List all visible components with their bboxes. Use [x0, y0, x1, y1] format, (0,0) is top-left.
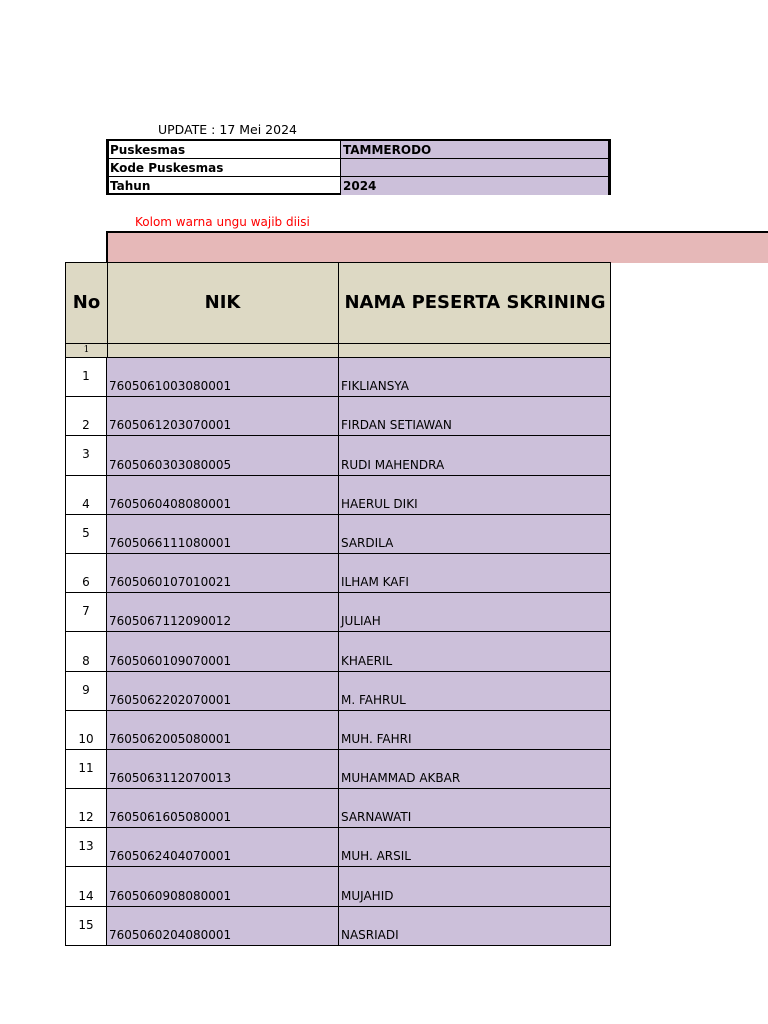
row-nik-cell[interactable] [107, 436, 339, 474]
header-no: No [66, 263, 108, 343]
table-row [65, 750, 611, 789]
row-no-cell [66, 515, 107, 553]
row-no-cell [66, 632, 107, 670]
info-row-kode [108, 159, 609, 177]
info-row-puskesmas [108, 141, 609, 159]
row-name: JULIAH [341, 614, 381, 629]
row-name: M. FAHRUL [341, 692, 406, 707]
kode-puskesmas-label: Kode Puskesmas [110, 161, 224, 175]
row-name: MUH. ARSIL [341, 849, 411, 864]
row-no-cell [66, 907, 107, 945]
row-no: 6 [82, 575, 90, 590]
row-no-cell [66, 828, 107, 866]
row-nik-cell[interactable] [107, 476, 339, 514]
row-no: 8 [82, 653, 90, 668]
row-nik: 7605060408080001 [109, 496, 232, 511]
row-nik-cell[interactable] [107, 593, 339, 631]
table-row [65, 867, 611, 906]
table-row [65, 828, 611, 867]
row-name-cell[interactable] [339, 828, 610, 866]
table-row [65, 593, 611, 632]
table-row [65, 789, 611, 828]
row-nik: 7605060107010021 [109, 575, 232, 590]
row-no: 3 [82, 447, 90, 462]
row-no: 15 [78, 917, 94, 932]
subheader-no: 1 [66, 344, 108, 357]
row-name: SARDILA [341, 535, 394, 550]
row-no: 7 [82, 604, 90, 619]
row-name-cell[interactable] [339, 515, 610, 553]
row-no-cell [66, 750, 107, 788]
row-no-cell [66, 593, 107, 631]
table-row [65, 632, 611, 671]
row-nik-cell[interactable] [107, 789, 339, 827]
row-no: 14 [78, 888, 94, 903]
row-name-cell[interactable] [339, 632, 610, 670]
row-name: MUH. FAHRI [341, 731, 412, 746]
row-no: 4 [82, 496, 90, 511]
row-name: KHAERIL [341, 653, 393, 668]
row-no-cell [66, 789, 107, 827]
tahun-value[interactable]: 2024 [340, 177, 608, 195]
row-name-cell[interactable] [339, 554, 610, 592]
row-no-cell [66, 554, 107, 592]
table-row [65, 358, 611, 397]
row-nik-cell[interactable] [107, 672, 339, 710]
row-no: 2 [82, 418, 90, 433]
puskesmas-label: Puskesmas [110, 143, 186, 157]
row-name-cell[interactable] [339, 436, 610, 474]
row-no: 9 [82, 682, 90, 697]
row-name: FIRDAN SETIAWAN [341, 418, 452, 433]
row-name-cell[interactable] [339, 476, 610, 514]
row-name-cell[interactable] [339, 750, 610, 788]
row-name: FIKLIANSYA [341, 379, 409, 394]
table-row [65, 476, 611, 515]
table-row [65, 397, 611, 436]
row-name-cell[interactable] [339, 672, 610, 710]
table-row [65, 907, 611, 946]
row-nik: 7605067112090012 [109, 614, 232, 629]
row-nik-cell[interactable] [107, 358, 339, 396]
row-no-cell [66, 711, 107, 749]
subheader-nik [107, 344, 339, 357]
row-no-cell [66, 397, 107, 435]
row-name: RUDI MAHENDRA [341, 457, 445, 472]
row-nik-cell[interactable] [107, 867, 339, 905]
info-block [106, 139, 611, 195]
row-nik: 7605063112070013 [109, 771, 232, 786]
row-nik-cell[interactable] [107, 711, 339, 749]
row-no: 5 [82, 525, 90, 540]
row-no: 11 [78, 760, 94, 775]
row-nik-cell[interactable] [107, 515, 339, 553]
row-name: MUHAMMAD AKBAR [341, 771, 461, 786]
row-name: ILHAM KAFI [341, 575, 409, 590]
row-nik: 7605061605080001 [109, 810, 232, 825]
row-name: HAERUL DIKI [341, 496, 418, 511]
row-nik-cell[interactable] [107, 907, 339, 945]
table-row [65, 711, 611, 750]
row-name-cell[interactable] [339, 789, 610, 827]
participant-table [65, 262, 611, 946]
row-name: SARNAWATI [341, 810, 412, 825]
table-row [65, 554, 611, 593]
table-row [65, 436, 611, 475]
row-nik: 7605060109070001 [109, 653, 232, 668]
required-note: Kolom warna ungu wajib diisi [135, 215, 310, 229]
highlight-bar [106, 231, 768, 263]
info-row-tahun [108, 177, 609, 195]
table-body [65, 358, 611, 946]
row-no: 13 [78, 839, 94, 854]
row-name-cell[interactable] [339, 358, 610, 396]
row-no: 12 [78, 810, 94, 825]
table-subheader [65, 344, 611, 358]
table-row [65, 672, 611, 711]
row-nik: 7605060303080005 [109, 457, 232, 472]
table-header [65, 262, 611, 344]
row-no-cell [66, 358, 107, 396]
update-date: UPDATE : 17 Mei 2024 [158, 122, 297, 137]
row-name-cell[interactable] [339, 593, 610, 631]
row-nik: 7605066111080001 [109, 535, 232, 550]
row-name: NASRIADI [341, 927, 399, 942]
puskesmas-value[interactable]: TAMMERODO [340, 141, 608, 159]
header-name: NAMA PESERTA SKRINING [344, 292, 606, 313]
row-nik: 7605061003080001 [109, 379, 232, 394]
row-name-cell[interactable] [339, 867, 610, 905]
row-nik: 7605060204080001 [109, 927, 232, 942]
row-no-cell [66, 476, 107, 514]
row-no-cell [66, 672, 107, 710]
row-no-cell [66, 436, 107, 474]
row-name-cell[interactable] [339, 907, 610, 945]
tahun-label: Tahun [110, 179, 151, 193]
table-row [65, 515, 611, 554]
row-nik-cell[interactable] [107, 828, 339, 866]
kode-puskesmas-value[interactable] [340, 159, 608, 177]
row-no-cell [66, 867, 107, 905]
row-nik-cell[interactable] [107, 750, 339, 788]
row-nik-cell[interactable] [107, 554, 339, 592]
row-name: MUJAHID [341, 888, 394, 903]
row-nik: 7605062404070001 [109, 849, 232, 864]
row-nik: 7605062005080001 [109, 731, 232, 746]
row-nik: 7605060908080001 [109, 888, 232, 903]
row-name-cell[interactable] [339, 711, 610, 749]
row-nik-cell[interactable] [107, 632, 339, 670]
row-nik-cell[interactable] [107, 397, 339, 435]
row-no: 10 [78, 731, 94, 746]
row-name-cell[interactable] [339, 397, 610, 435]
row-no: 1 [82, 369, 90, 383]
row-nik: 7605062202070001 [109, 692, 232, 707]
row-nik: 7605061203070001 [109, 418, 232, 433]
header-nik: NIK [107, 263, 339, 343]
